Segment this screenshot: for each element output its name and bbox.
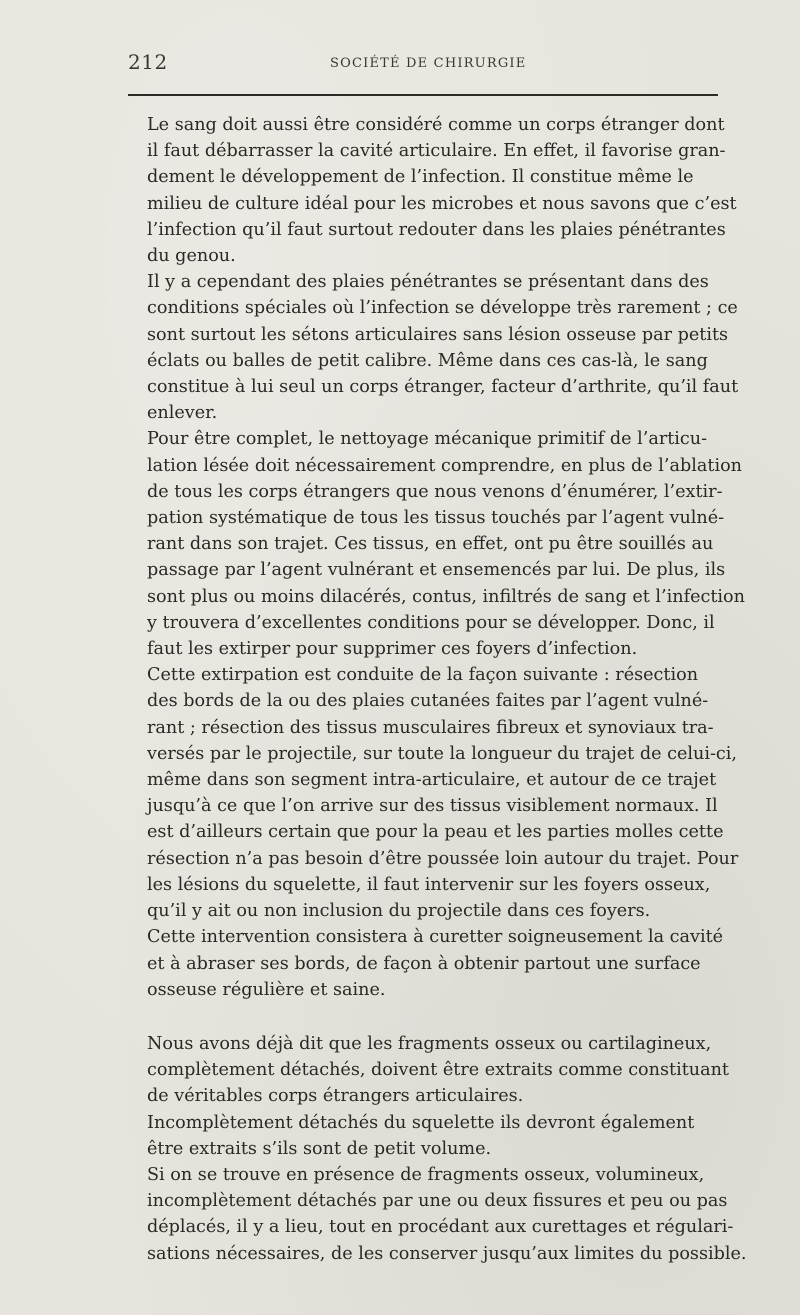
text-line: Cette intervention consistera à curetter soigneusement la cavité xyxy=(147,927,724,948)
text-line: sations nécessaires, de les conserver jusqu’aux limites du possible. xyxy=(147,1243,747,1264)
text-line: versés par le projectile, sur toute la longueur du trajet de celui-ci, xyxy=(147,743,737,764)
text-line: constitue à lui seul un corps étranger, facteur d’arthrite, qu’il faut xyxy=(147,377,739,398)
text-line: conditions spéciales où l’infection se développe très rarement ; ce xyxy=(147,298,738,319)
text-line: Si on se trouve en présence de fragments osseux, volumineux, xyxy=(147,1164,705,1185)
paragraph xyxy=(131,269,739,426)
text-line: et à abraser ses bords, de façon à obtenir partout une surface xyxy=(147,953,701,974)
text-line: Nous avons déjà dit que les fragments osseux ou cartilagineux, xyxy=(147,1033,712,1054)
text-line: des bords de la ou des plaies cutanées faites par l’agent vulné- xyxy=(147,691,709,712)
text-line: y trouvera d’excellentes conditions pour se développer. Donc, il xyxy=(147,612,715,633)
text-line: sont plus ou moins dilacérés, contus, infiltrés de sang et l’infection xyxy=(147,586,745,607)
page-header xyxy=(128,50,718,80)
paragraph xyxy=(131,1162,747,1267)
text-line: l’infection qu’il faut surtout redouter dans les plaies pénétrantes xyxy=(147,219,726,240)
text-line: de tous les corps étrangers que nous venons d’énumérer, l’extir- xyxy=(147,481,723,502)
text-line: faut les extirper pour supprimer ces foyers d’infection. xyxy=(147,639,638,660)
text-line: jusqu’à ce que l’on arrive sur des tissus visiblement normaux. Il xyxy=(147,796,718,817)
text-line: résection n’a pas besoin d’être poussée loin autour du trajet. Pour xyxy=(147,848,739,869)
text-line: éclats ou balles de petit calibre. Même dans ces cas-là, le sang xyxy=(147,350,708,371)
running-title: SOCIÉTÉ DE CHIRURGIE xyxy=(330,56,527,71)
text-line: Le sang doit aussi être considéré comme un corps étranger dont xyxy=(147,115,725,135)
text-line: rant ; résection des tissus musculaires fibreux et synoviaux tra- xyxy=(147,717,714,738)
text-line: milieu de culture idéal pour les microbes et nous savons que c’est xyxy=(147,193,737,214)
text-line: qu’il y ait ou non inclusion du projectile dans ces foyers. xyxy=(147,901,651,922)
text-line: dement le développement de l’infection. Il constitue même le xyxy=(147,167,694,188)
text-line: Pour être complet, le nettoyage mécanique primitif de l’articu- xyxy=(147,429,708,450)
text-line: est d’ailleurs certain que pour la peau et les parties molles cette xyxy=(147,822,724,843)
text-line: lation lésée doit nécessairement comprendre, en plus de l’ablation xyxy=(147,455,743,476)
page-number: 212 xyxy=(128,50,168,74)
text-line: enlever. xyxy=(147,403,218,424)
paragraph xyxy=(131,426,745,662)
paragraph xyxy=(131,1110,723,1162)
text-line: déplacés, il y a lieu, tout en procédant aux curettages et régulari- xyxy=(147,1217,734,1238)
text-line: Cette extirpation est conduite de la façon suivante : résection xyxy=(147,665,699,686)
text-line: du genou. xyxy=(147,246,236,267)
paragraph xyxy=(131,662,739,924)
paragraph xyxy=(131,1031,730,1110)
header-rule xyxy=(128,94,718,96)
text-line: il faut débarrasser la cavité articulaire. En effet, il favorise gran- xyxy=(147,141,726,162)
text-line: même dans son segment intra-articulaire, et autour de ce trajet xyxy=(147,770,717,791)
text-line: les lésions du squelette, il faut intervenir sur les foyers osseux, xyxy=(147,874,711,895)
text-line: incomplètement détachés par une ou deux fissures et peu ou pas xyxy=(147,1191,728,1212)
text-line: être extraits s’ils sont de petit volume. xyxy=(147,1138,492,1159)
body-text xyxy=(131,112,747,1267)
paragraph-gap xyxy=(131,1003,723,1031)
paragraph xyxy=(131,924,723,1003)
text-line: sont surtout les sétons articulaires sans lésion osseuse par petits xyxy=(147,324,729,345)
text-line: rant dans son trajet. Ces tissus, en effet, ont pu être souillés au xyxy=(147,534,714,555)
text-line: Il y a cependant des plaies pénétrantes se présentant dans des xyxy=(147,272,709,293)
text-line: pation systématique de tous les tissus touchés par l’agent vulné- xyxy=(147,508,725,529)
text-line: passage par l’agent vulnérant et ensemencés par lui. De plus, ils xyxy=(147,560,726,581)
paragraph xyxy=(131,112,737,269)
text-line: osseuse régulière et saine. xyxy=(147,979,386,1000)
text-line: complètement détachés, doivent être extraits comme constituant xyxy=(147,1060,730,1081)
text-line: Incomplètement détachés du squelette ils devront également xyxy=(147,1112,695,1133)
text-line: de véritables corps étrangers articulaires. xyxy=(147,1086,524,1107)
